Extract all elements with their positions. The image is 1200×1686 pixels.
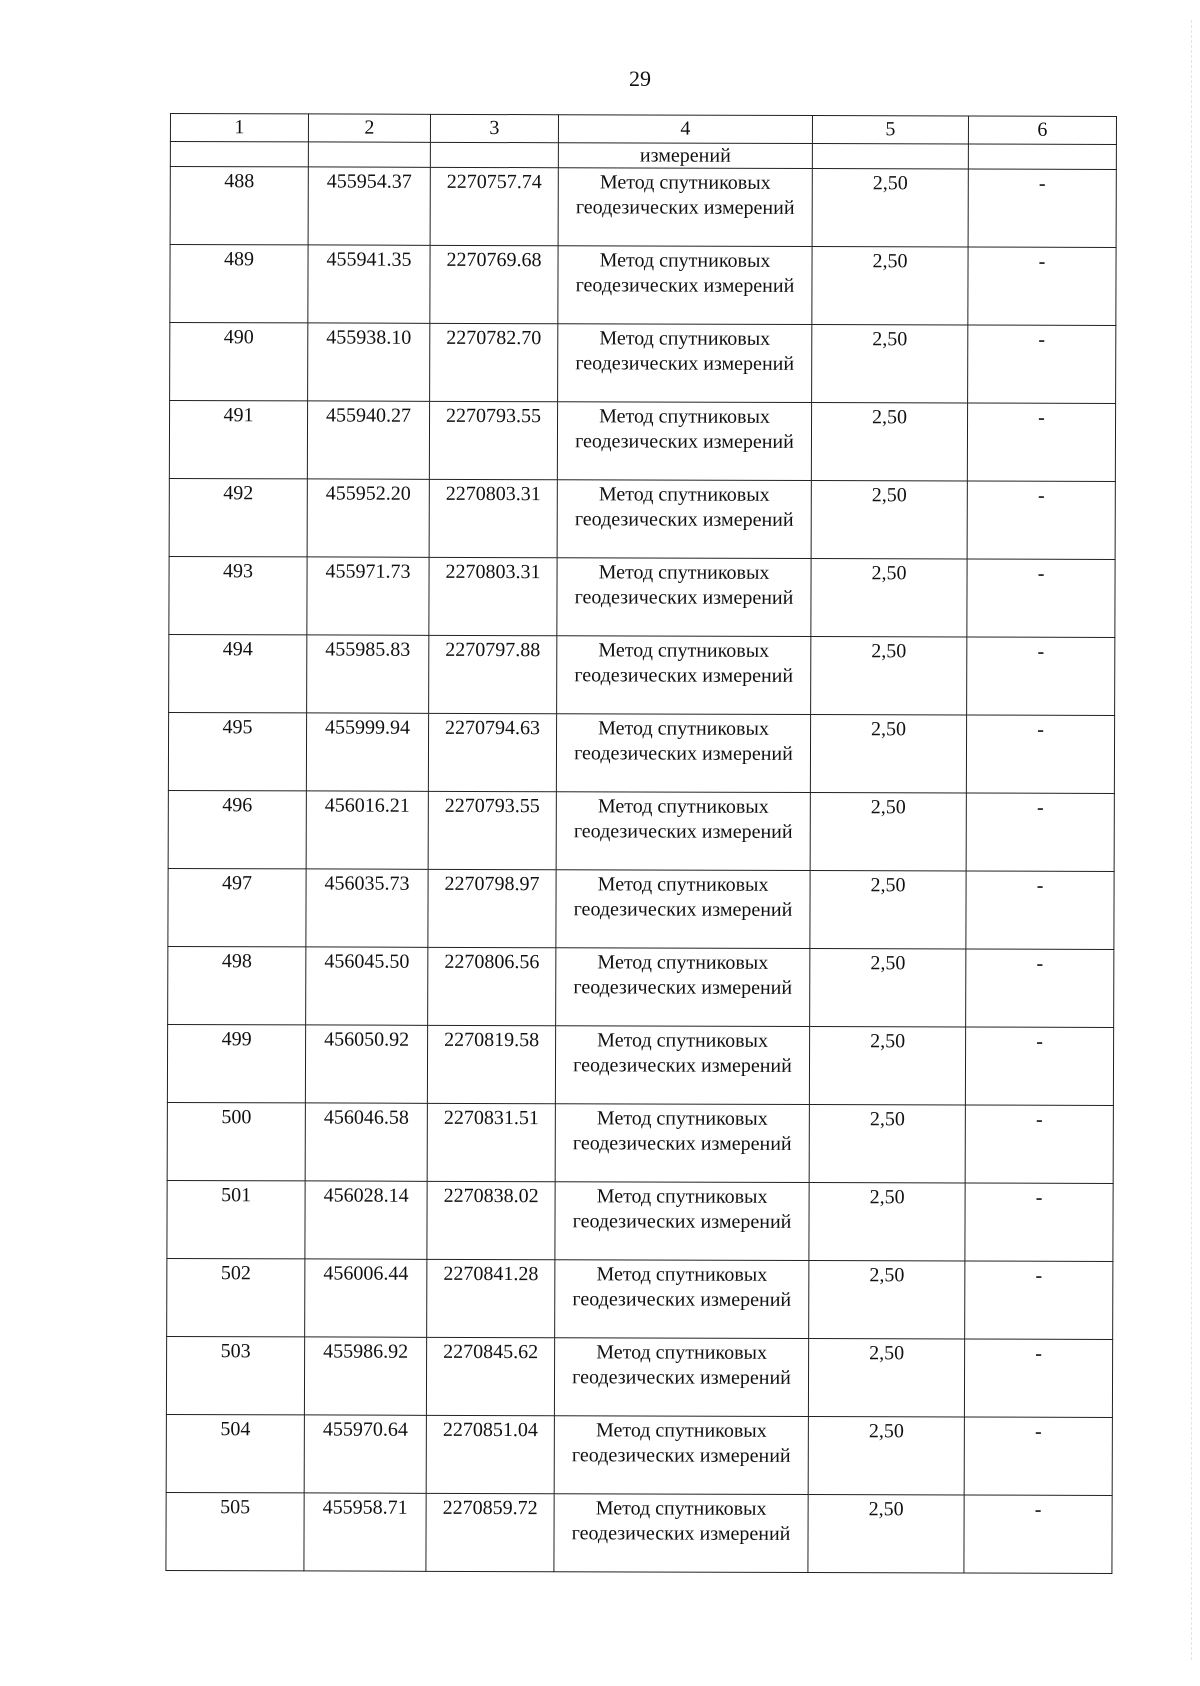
accuracy-cell: 2,50 — [808, 1339, 964, 1417]
x-coordinate-cell: 455938.10 — [308, 323, 430, 401]
y-coordinate-cell: 2270797.88 — [429, 635, 557, 713]
note-cell: - — [965, 1261, 1113, 1339]
y-coordinate-cell: 2270831.51 — [427, 1103, 555, 1181]
note-cell: - — [965, 1105, 1113, 1183]
point-number-cell: 496 — [168, 790, 306, 868]
point-number-cell: 493 — [169, 556, 307, 634]
method-cell: Метод спутниковых геодезических измерений — [556, 870, 810, 949]
method-cell: Метод спутниковых геодезических измерений — [554, 1416, 808, 1495]
point-number-cell: 503 — [166, 1336, 304, 1414]
x-coordinate-cell: 455985.83 — [307, 635, 429, 713]
note-cell: - — [966, 793, 1114, 871]
method-cell: Метод спутниковых геодезических измерений — [558, 246, 812, 325]
note-cell: - — [967, 559, 1115, 637]
table-row — [170, 245, 1116, 326]
continuation-cell-3 — [430, 142, 558, 167]
x-coordinate-cell: 455958.71 — [304, 1493, 426, 1571]
accuracy-cell: 2,50 — [811, 403, 967, 481]
table-row — [170, 167, 1116, 248]
note-cell: - — [968, 325, 1116, 403]
x-coordinate-cell: 456045.50 — [306, 947, 428, 1025]
note-cell: - — [964, 1495, 1112, 1573]
header-col-5: 5 — [812, 116, 968, 144]
accuracy-cell: 2,50 — [809, 1105, 965, 1183]
accuracy-cell: 2,50 — [812, 325, 968, 403]
note-cell: - — [966, 715, 1114, 793]
note-cell: - — [967, 403, 1115, 481]
accuracy-cell: 2,50 — [812, 169, 968, 247]
y-coordinate-cell: 2270803.31 — [429, 557, 557, 635]
method-cell: Метод спутниковых геодезических измерений — [556, 948, 810, 1027]
x-coordinate-cell: 455952.20 — [307, 479, 429, 557]
table-row — [169, 634, 1115, 715]
point-number-cell: 504 — [166, 1414, 304, 1492]
method-cell: Метод спутниковых геодезических измерений — [558, 168, 812, 247]
table-header-row — [170, 114, 1116, 145]
table-row — [168, 868, 1114, 949]
table-row — [167, 1180, 1113, 1261]
accuracy-cell: 2,50 — [810, 715, 966, 793]
table-row — [168, 712, 1114, 793]
note-cell: - — [968, 247, 1116, 325]
x-coordinate-cell: 456035.73 — [306, 869, 428, 947]
accuracy-cell: 2,50 — [810, 871, 966, 949]
point-number-cell: 501 — [167, 1180, 305, 1258]
point-number-cell: 489 — [170, 245, 308, 323]
x-coordinate-cell: 455986.92 — [304, 1337, 426, 1415]
method-cell: Метод спутниковых геодезических измерений — [554, 1338, 808, 1417]
continuation-cell-2 — [308, 142, 430, 167]
header-col-4: 4 — [558, 115, 812, 144]
y-coordinate-cell: 2270819.58 — [427, 1025, 555, 1103]
continuation-cell-1 — [170, 142, 308, 167]
header-col-6: 6 — [968, 116, 1116, 144]
continuation-cell-5 — [812, 144, 968, 169]
method-cell: Метод спутниковых геодезических измерений — [556, 792, 810, 871]
x-coordinate-cell: 456050.92 — [305, 1025, 427, 1103]
table-row — [166, 1414, 1112, 1495]
method-cell: Метод спутниковых геодезических измерений — [555, 1260, 809, 1339]
accuracy-cell: 2,50 — [809, 1183, 965, 1261]
table-row — [170, 323, 1116, 404]
accuracy-cell: 2,50 — [808, 1417, 964, 1495]
accuracy-cell: 2,50 — [810, 793, 966, 871]
page-number: 29 — [629, 66, 651, 91]
table-row — [167, 1024, 1113, 1105]
point-number-cell: 492 — [169, 478, 307, 556]
table-row — [166, 1336, 1112, 1417]
x-coordinate-cell: 455999.94 — [306, 713, 428, 791]
accuracy-cell: 2,50 — [809, 1027, 965, 1105]
point-number-cell: 491 — [169, 401, 307, 479]
x-coordinate-cell: 456016.21 — [306, 791, 428, 869]
table-row — [169, 556, 1115, 637]
accuracy-cell: 2,50 — [809, 1261, 965, 1339]
note-cell: - — [966, 949, 1114, 1027]
x-coordinate-cell: 455971.73 — [307, 557, 429, 635]
note-cell: - — [965, 1027, 1113, 1105]
method-cell: Метод спутниковых геодезических измерений — [557, 480, 811, 559]
note-cell: - — [964, 1339, 1112, 1417]
y-coordinate-cell: 2270845.62 — [426, 1337, 554, 1415]
y-coordinate-cell: 2270851.04 — [426, 1415, 554, 1493]
table-row — [167, 1102, 1113, 1183]
table-row — [167, 1258, 1113, 1339]
method-cell: Метод спутниковых геодезических измерений — [556, 714, 810, 793]
accuracy-cell: 2,50 — [812, 247, 968, 325]
accuracy-cell: 2,50 — [808, 1495, 964, 1573]
point-number-cell: 502 — [167, 1258, 305, 1336]
point-number-cell: 494 — [169, 634, 307, 712]
point-number-cell: 495 — [168, 712, 306, 790]
note-cell: - — [966, 871, 1114, 949]
x-coordinate-cell: 455941.35 — [308, 245, 430, 323]
table-row — [169, 401, 1115, 482]
y-coordinate-cell: 2270841.28 — [427, 1259, 555, 1337]
method-cell: Метод спутниковых геодезических измерений — [558, 324, 812, 403]
method-cell: Метод спутниковых геодезических измерений — [555, 1104, 809, 1183]
y-coordinate-cell: 2270794.63 — [428, 713, 556, 791]
method-cell: Метод спутниковых геодезических измерений — [555, 1026, 809, 1105]
point-number-cell: 498 — [168, 946, 306, 1024]
note-cell: - — [967, 637, 1115, 715]
y-coordinate-cell: 2270859.72 — [426, 1493, 554, 1571]
table-body — [166, 114, 1117, 1574]
coordinates-table — [165, 113, 1117, 1574]
x-coordinate-cell: 456028.14 — [305, 1181, 427, 1259]
x-coordinate-cell: 456046.58 — [305, 1103, 427, 1181]
y-coordinate-cell: 2270838.02 — [427, 1181, 555, 1259]
header-col-2: 2 — [308, 114, 430, 142]
y-coordinate-cell: 2270757.74 — [430, 167, 558, 245]
continuation-cell-6 — [968, 144, 1116, 169]
continuation-row — [170, 142, 1116, 170]
note-cell: - — [967, 481, 1115, 559]
table-row — [169, 478, 1115, 559]
method-cell: Метод спутниковых геодезических измерений — [557, 402, 811, 481]
note-cell: - — [968, 169, 1116, 247]
y-coordinate-cell: 2270806.56 — [428, 947, 556, 1025]
x-coordinate-cell: 455970.64 — [304, 1415, 426, 1493]
table-row — [168, 790, 1114, 871]
accuracy-cell: 2,50 — [810, 949, 966, 1027]
point-number-cell: 488 — [170, 167, 308, 245]
x-coordinate-cell: 456006.44 — [305, 1259, 427, 1337]
point-number-cell: 497 — [168, 868, 306, 946]
accuracy-cell: 2,50 — [811, 559, 967, 637]
y-coordinate-cell: 2270782.70 — [430, 323, 558, 401]
scan-edge-artifact — [1189, 20, 1192, 1660]
method-cell: Метод спутниковых геодезических измерений — [554, 1494, 808, 1573]
y-coordinate-cell: 2270769.68 — [430, 245, 558, 323]
method-cell: Метод спутниковых геодезических измерений — [555, 1182, 809, 1261]
table-row — [166, 1492, 1112, 1573]
header-col-3: 3 — [430, 114, 558, 142]
y-coordinate-cell: 2270803.31 — [429, 479, 557, 557]
x-coordinate-cell: 455940.27 — [307, 401, 429, 479]
continuation-cell-method: измерений — [558, 143, 812, 169]
y-coordinate-cell: 2270798.97 — [428, 869, 556, 947]
coordinates-table-wrapper — [165, 113, 1116, 1574]
note-cell: - — [965, 1183, 1113, 1261]
table-row — [168, 946, 1114, 1027]
point-number-cell: 499 — [167, 1024, 305, 1102]
accuracy-cell: 2,50 — [811, 637, 967, 715]
accuracy-cell: 2,50 — [811, 481, 967, 559]
x-coordinate-cell: 455954.37 — [308, 167, 430, 245]
method-cell: Метод спутниковых геодезических измерений — [557, 558, 811, 637]
y-coordinate-cell: 2270793.55 — [429, 401, 557, 479]
method-cell: Метод спутниковых геодезических измерений — [557, 636, 811, 715]
y-coordinate-cell: 2270793.55 — [428, 791, 556, 869]
note-cell: - — [964, 1417, 1112, 1495]
point-number-cell: 500 — [167, 1102, 305, 1180]
point-number-cell: 490 — [170, 323, 308, 401]
header-col-1: 1 — [170, 114, 308, 142]
point-number-cell: 505 — [166, 1492, 304, 1570]
